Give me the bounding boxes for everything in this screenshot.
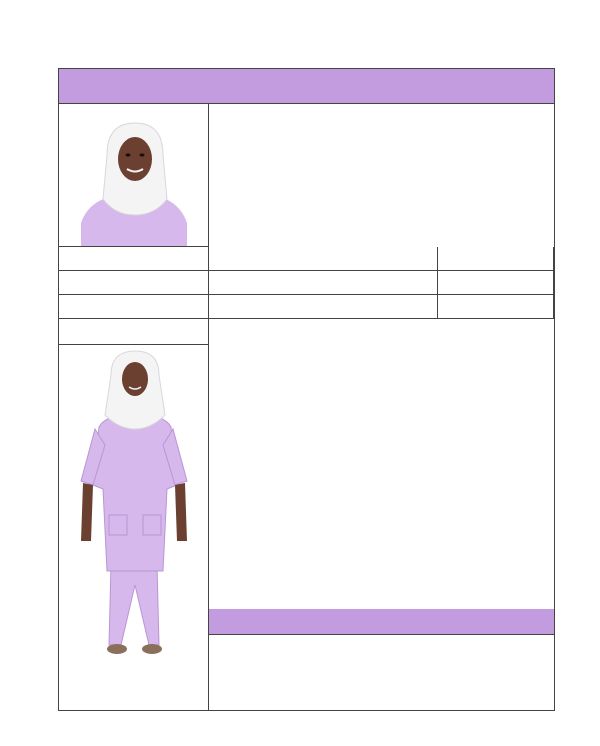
country-value [209, 271, 438, 295]
experience-value [209, 247, 438, 271]
salary-value [209, 295, 438, 319]
experience-arabic [438, 247, 554, 271]
salary-arabic [438, 295, 554, 319]
experience-label [59, 247, 209, 271]
cv-title [59, 69, 554, 104]
headshot-photo [59, 103, 209, 247]
country-arabic [438, 271, 554, 295]
full-body-photo [59, 345, 209, 711]
country-label [59, 271, 209, 295]
salary-label [59, 295, 209, 319]
skill-header [209, 609, 554, 635]
photo-label [59, 319, 209, 345]
cv-sheet [58, 68, 555, 711]
